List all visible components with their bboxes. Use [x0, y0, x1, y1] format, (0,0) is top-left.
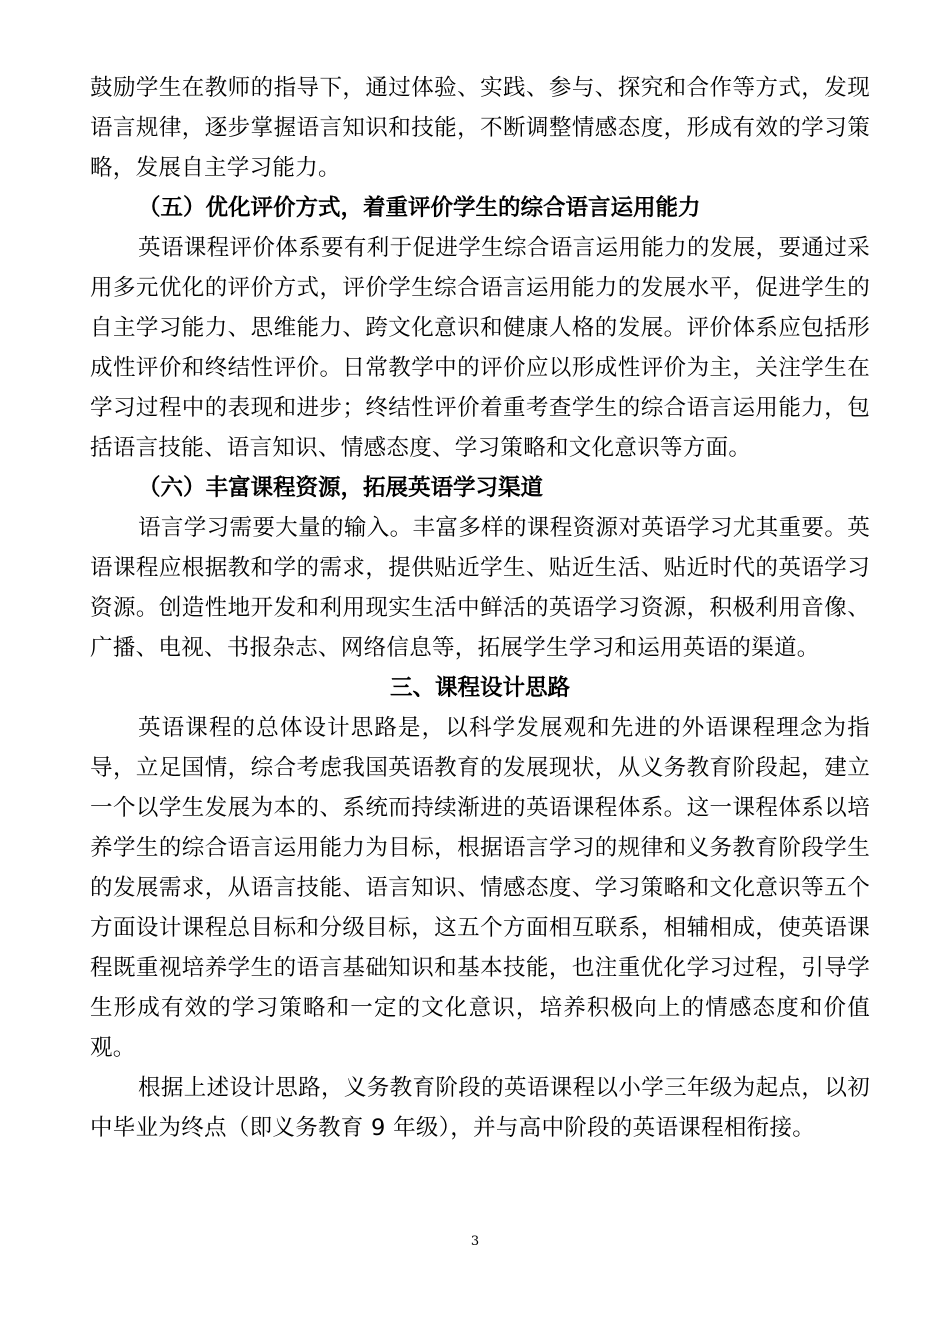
- chapter-heading-3: 三、课程设计思路: [389, 675, 570, 701]
- section-heading-6: （六）丰富课程资源，拓展英语学习渠道: [138, 475, 544, 501]
- section-5-paragraph: 英语课程评价体系要有利于促进学生综合语言运用能力的发展，要通过采用多元优化的评价方式，评价学生综合语言运用能力的发展水平，促进学生的自主学习能力、思维能力、跨文化意识和健康人格的发展。评价体系应包括形成性评价和终结性评价。日常教学中的评价应以形成性评价为主，关注学生在学习过程中的表现和进步；终结性评价着重考查学生的综合语言运用能力，包括语言技能、语言知识、情感态度、学习策略和文化意识等方面。: [90, 235, 870, 461]
- chapter-3-paragraph-2: 根据上述设计思路，义务教育阶段的英语课程以小学三年级为起点，以初中毕业为终点（即义务教育 9 年级），并与高中阶段的英语课程相衔接。: [90, 1075, 870, 1141]
- section-heading-5: （五）优化评价方式，着重评价学生的综合语言运用能力: [138, 195, 701, 221]
- page-number: 3: [470, 1234, 480, 1249]
- chapter-3-paragraph-1: 英语课程的总体设计思路是，以科学发展观和先进的外语课程理念为指导，立足国情，综合考虑我国英语教育的发展现状，从义务教育阶段起，建立一个以学生发展为本的、系统而持续渐进的英语课程体系。这一课程体系以培养学生的综合语言运用能力为目标，根据语言学习的规律和义务教育阶段学生的发展需求，从语言技能、语言知识、情感态度、学习策略和文化意识等五个方面设计课程总目标和分级目标，这五个方面相互联系，相辅相成，使英语课程既重视培养学生的语言基础知识和基本技能，也注重优化学习过程，引导学生形成有效的学习策略和一定的文化意识，培养积极向上的情感态度和价值观。: [90, 715, 870, 1061]
- paragraph-continuation: 鼓励学生在教师的指导下，通过体验、实践、参与、探究和合作等方式，发现语言规律，逐步掌握语言知识和技能，不断调整情感态度，形成有效的学习策略，发展自主学习能力。: [90, 75, 870, 181]
- section-6-paragraph: 语言学习需要大量的输入。丰富多样的课程资源对英语学习尤其重要。英语课程应根据教和学的需求，提供贴近学生、贴近生活、贴近时代的英语学习资源。创造性地开发和利用现实生活中鲜活的英语学习资源，积极利用音像、广播、电视、书报杂志、网络信息等，拓展学生学习和运用英语的渠道。: [90, 515, 870, 661]
- document-body: [90, 68, 870, 1148]
